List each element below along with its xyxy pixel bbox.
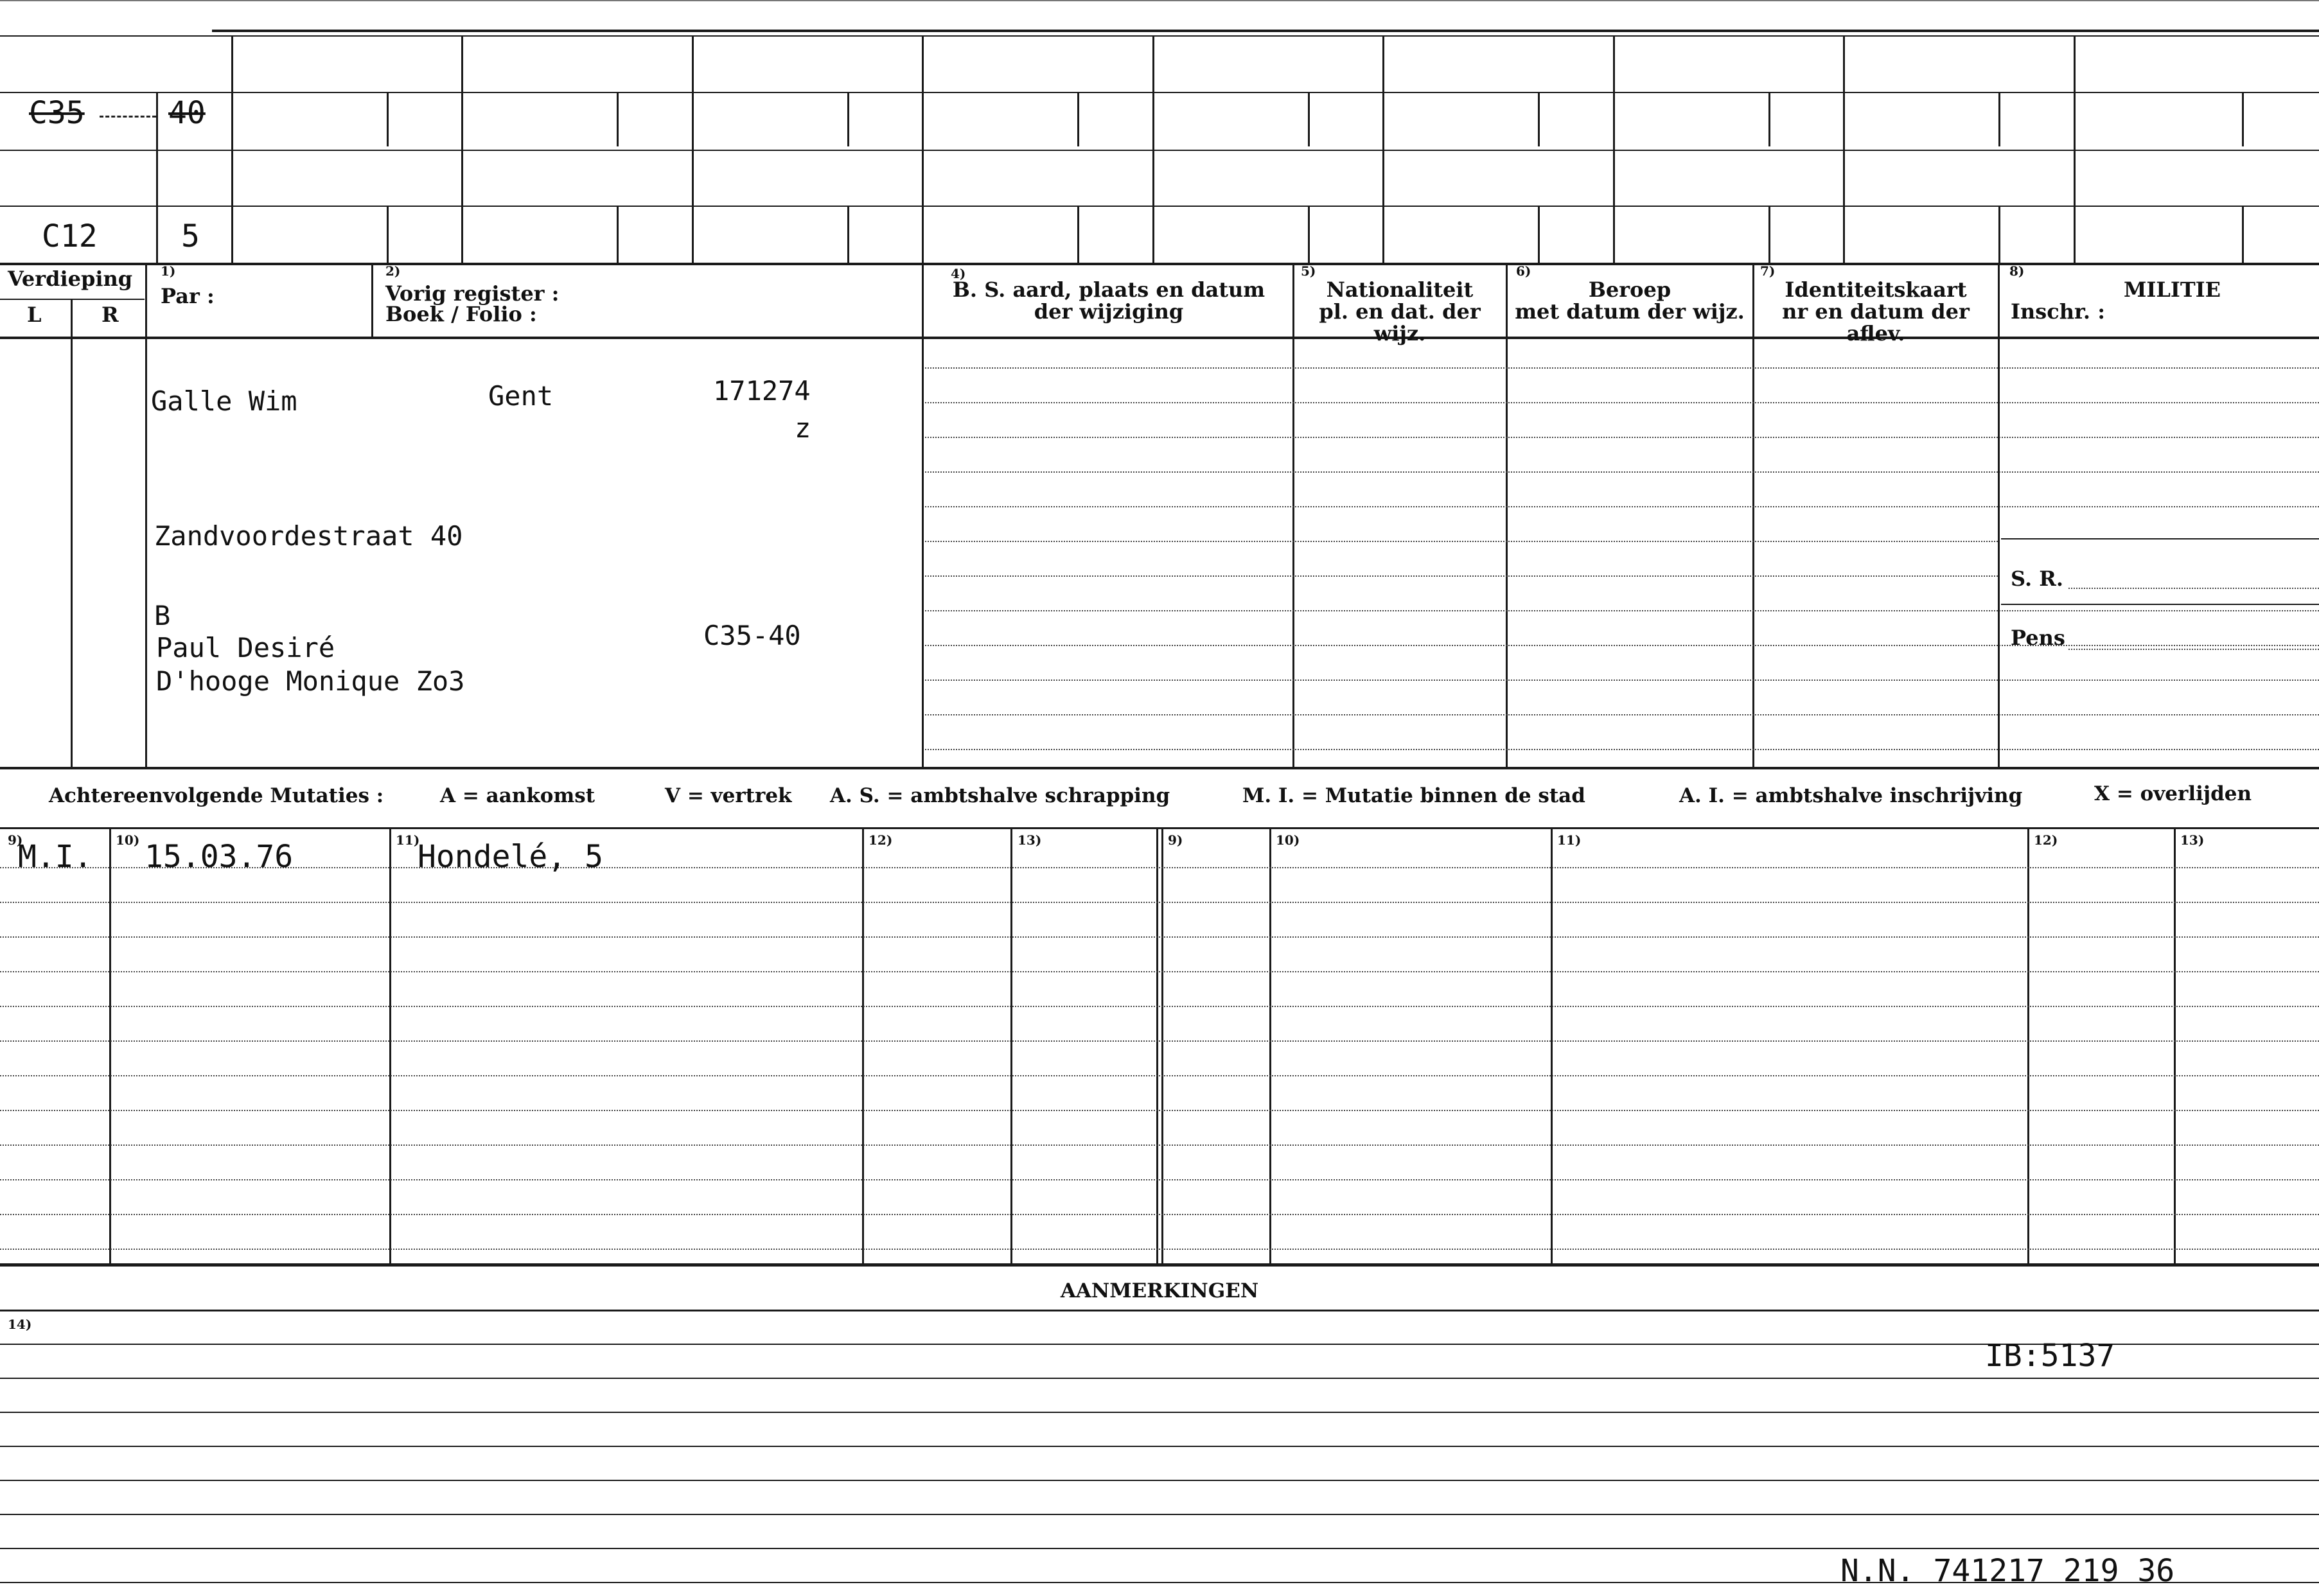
inschr-label: Inschr. : (2011, 299, 2106, 324)
par-label: Par : (161, 284, 215, 308)
col-r-label: R (101, 303, 119, 327)
mutation-date: 15.03.76 (145, 839, 294, 875)
m-num-10b: 10) (1276, 832, 1300, 848)
remarks-num: 14) (8, 1317, 32, 1332)
bs-label-1: B. S. aard, plaats en datum (952, 277, 1265, 302)
current-ref-1: C12 (42, 218, 98, 254)
bs-label-2: der wijziging (1034, 299, 1184, 324)
m-num-13b: 13) (2180, 832, 2205, 848)
identiteitskaart-label-2: nr en datum der aflev. (1782, 299, 1970, 346)
beroep-label-1: Beroep (1588, 277, 1671, 302)
m-num-11a: 11) (396, 832, 420, 848)
legend-as: A. S. = ambtshalve schrapping (830, 784, 1170, 807)
legend-v: V = vertrek (665, 784, 792, 807)
col-l-label: L (27, 303, 42, 327)
ib-number: IB:5137 (1985, 1338, 2115, 1374)
h8-num: 8) (2009, 263, 2025, 279)
nn-number: N.N. 741217 219 36 (1840, 1553, 2175, 1589)
h2-num: 2) (385, 263, 401, 279)
m-num-10a: 10) (116, 832, 140, 848)
nationaliteit-label-2: pl. en dat. der wijz. (1319, 299, 1481, 346)
militie-label: MILITIE (2124, 277, 2221, 302)
vorig-register-label: Vorig register : (385, 281, 560, 306)
h1-num: 1) (161, 263, 176, 279)
h7-num: 7) (1760, 263, 1776, 279)
m-num-9a: 9) (8, 832, 23, 848)
mutation-address: Hondelé, 5 (418, 839, 603, 875)
m-num-9b: 9) (1168, 832, 1183, 848)
legend-x: X = overlijden (2094, 782, 2252, 805)
m-num-13a: 13) (1018, 832, 1042, 848)
mother-name: D'hooge Monique Zo3 (156, 665, 465, 697)
birth-place: Gent (488, 380, 554, 412)
remarks-title: AANMERKINGEN (1060, 1279, 1259, 1302)
current-ref-2: 5 (181, 218, 200, 254)
h6-num: 6) (1516, 263, 1531, 279)
identiteitskaart-label-1: Identiteitskaart (1785, 277, 1967, 302)
nationaliteit-label-1: Nationaliteit (1326, 277, 1474, 302)
sr-label: S. R. (2011, 566, 2063, 591)
m-num-12a: 12) (869, 832, 893, 848)
legend-a: A = aankomst (440, 784, 595, 807)
street-address: Zandvoordestraat 40 (154, 520, 463, 552)
birth-date: 171274 (713, 375, 811, 407)
father-name: Paul Desiré (156, 632, 335, 663)
person-name: Galle Wim (151, 385, 297, 417)
previous-ref-dashes (100, 116, 156, 118)
m-num-12b: 12) (2034, 832, 2058, 848)
pens-label: Pens (2011, 626, 2065, 650)
legend-ai: A. I. = ambtshalve inschrijving (1679, 784, 2023, 807)
previous-ref-1: C35 (29, 95, 85, 131)
previous-ref-2: 40 (168, 95, 206, 131)
m-num-11b: 11) (1557, 832, 1582, 848)
b-mark: B (154, 600, 171, 631)
beroep-label-2: met datum der wijz. (1515, 299, 1745, 324)
sex-mark: z (795, 412, 811, 444)
boek-folio-label: Boek / Folio : (385, 302, 537, 326)
legend-title: Achtereenvolgende Mutaties : (49, 784, 384, 807)
mutation-type: M.I. (18, 839, 93, 875)
verdieping-label: Verdieping (8, 267, 133, 291)
legend-mi: M. I. = Mutatie binnen de stad (1242, 784, 1585, 807)
entry-ref: C35-40 (703, 620, 801, 651)
h4-num: 4) (951, 266, 966, 281)
h5-num: 5) (1301, 263, 1316, 279)
